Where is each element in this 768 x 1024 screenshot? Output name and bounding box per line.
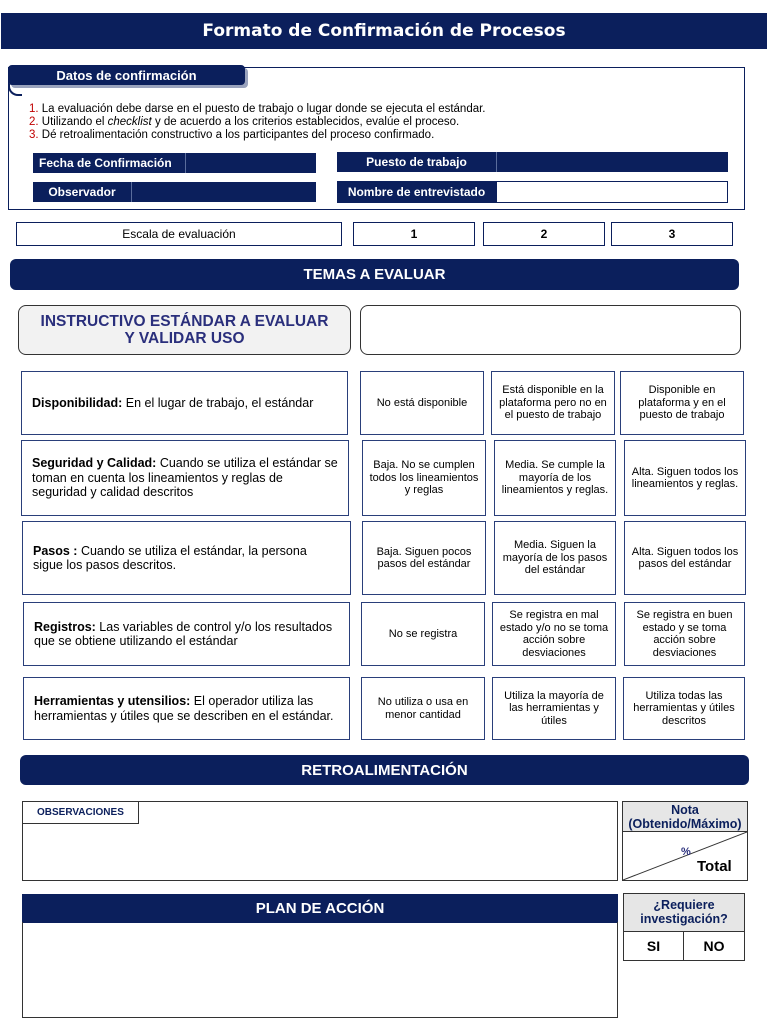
criterion-disponibilidad: Disponibilidad: En el lugar de trabajo, el estándar	[21, 371, 348, 435]
nota-box	[622, 801, 748, 881]
investigation-line2: investigación?	[640, 912, 728, 926]
rating-option[interactable]: Se registra en mal estado y/o no se toma acción sobre desviaciones	[492, 602, 616, 666]
nota-total-label: Total	[697, 858, 732, 875]
action-plan-header: PLAN DE ACCIÓN	[22, 894, 618, 923]
scale-level-3: 3	[611, 222, 733, 246]
puesto-field[interactable]	[496, 152, 728, 172]
topics-header: TEMAS A EVALUAR	[10, 259, 739, 290]
criterion-herramientas: Herramientas y utensilios: El operador utiliza las herramientas y útiles que se describen en el estándar.	[23, 677, 350, 740]
nota-line2: (Obtenido/Máximo)	[628, 817, 742, 831]
observador-label: Observador	[33, 182, 131, 202]
instructivo-title-line2: Y VALIDAR USO	[124, 330, 245, 347]
scale-level-1: 1	[353, 222, 475, 246]
rating-option[interactable]: Alta. Siguen todos los pasos del estándar	[624, 521, 746, 595]
nota-line1: Nota	[671, 803, 699, 817]
instructivo-input[interactable]	[360, 305, 741, 355]
criterion-seguridad-calidad: Seguridad y Calidad: Cuando se utiliza el estándar se toman en cuenta los lineamientos y reglas de seguridad y calidad descritos	[21, 440, 349, 516]
yes-option[interactable]: SI	[624, 932, 684, 960]
rating-option[interactable]: Utiliza la mayoría de las herramientas y útiles	[492, 677, 616, 740]
feedback-header: RETROALIMENTACIÓN	[20, 755, 749, 785]
fecha-label: Fecha de Confirmación	[33, 153, 186, 173]
rating-option[interactable]: Disponible en plataforma y en el puesto de trabajo	[620, 371, 744, 435]
instructivo-title-line1: INSTRUCTIVO ESTÁNDAR A EVALUAR	[40, 313, 329, 330]
rating-option[interactable]: Está disponible en la plataforma pero no en el puesto de trabajo	[491, 371, 615, 435]
scale-label: Escala de evaluación	[16, 222, 342, 246]
nota-percent: %	[681, 846, 691, 858]
no-option[interactable]: NO	[703, 938, 725, 954]
rating-option[interactable]: Baja. Siguen pocos pasos del estándar	[362, 521, 486, 595]
criterion-pasos: Pasos : Cuando se utiliza el estándar, la persona sigue los pasos descritos.	[22, 521, 351, 595]
criterion-registros: Registros: Las variables de control y/o los resultados que se obtiene utilizando el estándar	[23, 602, 350, 666]
rating-option[interactable]: No se registra	[361, 602, 485, 666]
fecha-field[interactable]	[185, 153, 316, 173]
rating-option[interactable]: Se registra en buen estado y se toma acción sobre desviaciones	[624, 602, 745, 666]
entrevistado-field[interactable]	[496, 181, 728, 203]
puesto-label: Puesto de trabajo	[337, 152, 496, 172]
action-plan-area[interactable]	[22, 922, 618, 1018]
nota-header	[623, 802, 747, 832]
investigation-box	[623, 893, 745, 961]
page-title: Formato de Confirmación de Procesos	[1, 13, 767, 49]
entrevistado-label: Nombre de entrevistado	[337, 181, 496, 203]
observador-field[interactable]	[131, 182, 316, 202]
instruction-3: 3. Dé retroalimentación constructivo a los participantes del proceso confirmado.	[29, 129, 435, 141]
instruction-2: 2. Utilizando el checklist y de acuerdo a los criterios establecidos, evalúe el proceso.	[29, 116, 460, 128]
investigation-header	[624, 894, 744, 932]
investigation-options	[624, 932, 744, 960]
rating-option[interactable]: Alta. Siguen todos los lineamientos y reglas.	[624, 440, 746, 516]
scale-level-2: 2	[483, 222, 605, 246]
rating-option[interactable]: No utiliza o usa en menor cantidad	[361, 677, 485, 740]
observations-label: OBSERVACIONES	[22, 801, 139, 824]
confirmation-tab: Datos de confirmación	[8, 65, 245, 85]
rating-option[interactable]: No está disponible	[360, 371, 484, 435]
rating-option[interactable]: Media. Siguen la mayoría de los pasos del estándar	[494, 521, 616, 595]
rating-option[interactable]: Utiliza todas las herramientas y útiles descritos	[623, 677, 745, 740]
rating-option[interactable]: Media. Se cumple la mayoría de los lineamientos y reglas.	[494, 440, 616, 516]
investigation-line1: ¿Requiere	[653, 898, 715, 912]
instructivo-title-box	[18, 305, 351, 355]
instruction-1: 1. La evaluación debe darse en el puesto de trabajo o lugar donde se ejecuta el estándar.	[29, 103, 486, 115]
rating-option[interactable]: Baja. No se cumplen todos los lineamientos y reglas	[362, 440, 486, 516]
